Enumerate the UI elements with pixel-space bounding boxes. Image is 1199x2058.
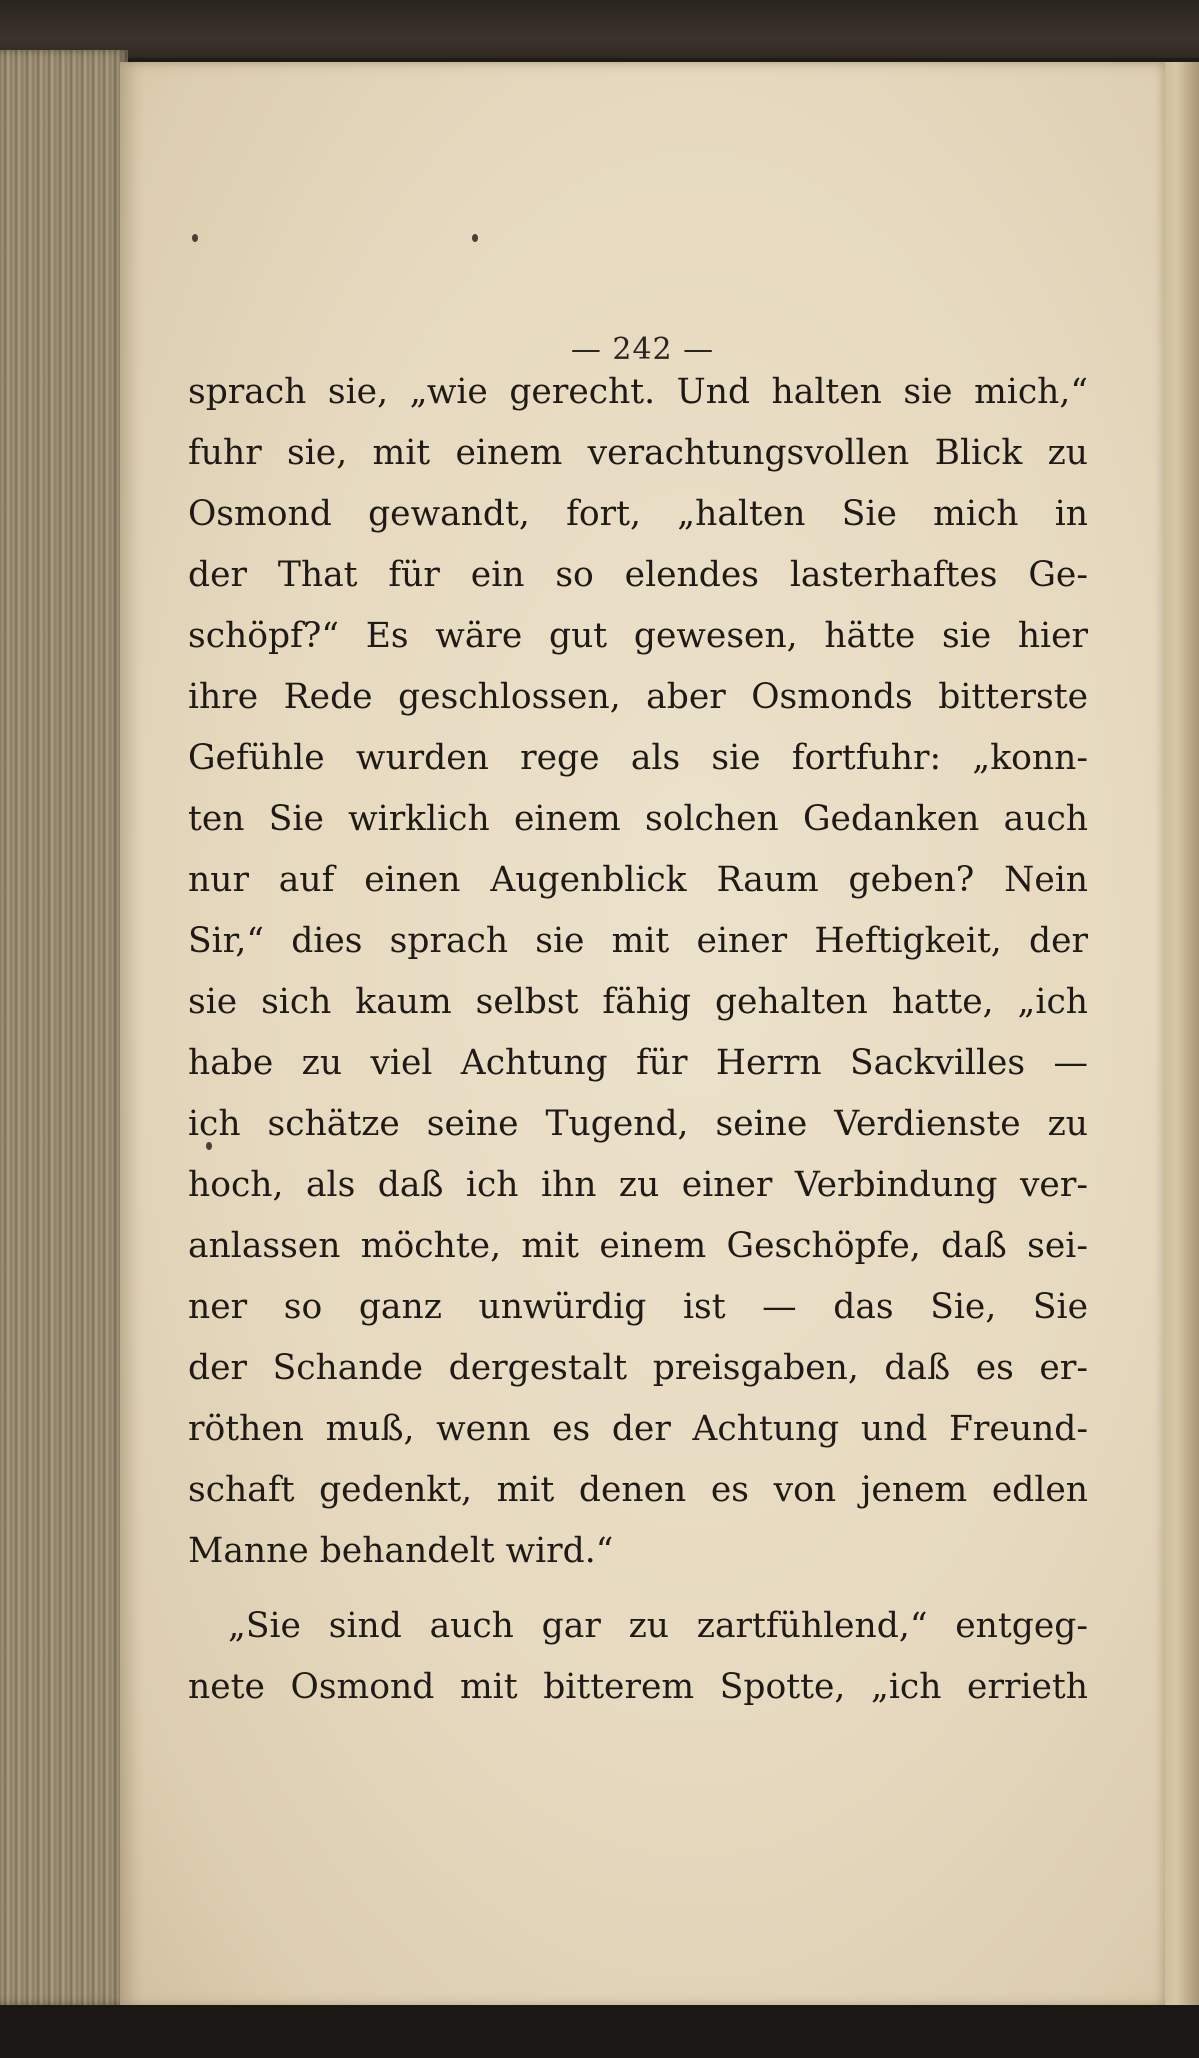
text-line: „Sie sind auch gar zu zartfühlend,“ entgeg- [228, 1606, 1088, 1646]
text-line: ich schätze seine Tugend, seine Verdienste zu [188, 1104, 1088, 1144]
page-number: — 242 — [570, 332, 715, 367]
text-line: ihre Rede geschlossen, aber Osmonds bitterste [188, 677, 1088, 717]
text-line: der Schande dergestalt preisgaben, daß es er- [188, 1348, 1088, 1388]
paragraph-1 [188, 362, 1088, 1582]
ink-speck [472, 234, 478, 242]
text-line: ner so ganz unwürdig ist — das Sie, Sie [188, 1287, 1088, 1327]
book-cover-bottom [0, 2005, 1199, 2058]
text-line: hoch, als daß ich ihn zu einer Verbindung ver- [188, 1165, 1088, 1205]
text-line: schöpf?“ Es wäre gut gewesen, hätte sie hier [188, 616, 1088, 656]
book-cover-top [0, 0, 1199, 58]
paragraph-gap [188, 1582, 1088, 1596]
text-line: anlassen möchte, mit einem Geschöpfe, daß sei- [188, 1226, 1088, 1266]
text-line: sie sich kaum selbst fähig gehalten hatte, „ich [188, 982, 1088, 1022]
body-text [188, 362, 1088, 1718]
paragraph-2 [188, 1596, 1088, 1718]
page-edges-left [0, 50, 128, 2005]
text-line: fuhr sie, mit einem verachtungsvollen Blick zu [188, 433, 1088, 473]
text-line: röthen muß, wenn es der Achtung und Freund- [188, 1409, 1088, 1449]
text-line: schaft gedenkt, mit denen es von jenem edlen [188, 1470, 1088, 1510]
text-line: nete Osmond mit bitterem Spotte, „ich errieth [188, 1667, 1088, 1707]
text-line: Sir,“ dies sprach sie mit einer Heftigkeit, der [188, 921, 1088, 961]
text-line: der That für ein so elendes lasterhaftes Ge- [188, 555, 1088, 595]
text-line: sprach sie, „wie gerecht. Und halten sie mich,“ [188, 372, 1088, 412]
text-line: nur auf einen Augenblick Raum geben? Nein [188, 860, 1088, 900]
text-line: Osmond gewandt, fort, „halten Sie mich in [188, 494, 1088, 534]
facing-page-edge [1160, 62, 1199, 2012]
text-line: Gefühle wurden rege als sie fortfuhr: „konn- [188, 738, 1088, 778]
ink-speck [192, 234, 198, 242]
text-line: ten Sie wirklich einem solchen Gedanken auch [188, 799, 1088, 839]
text-line: Manne behandelt wird.“ [188, 1531, 614, 1571]
text-line: habe zu viel Achtung für Herrn Sackvilles — [188, 1043, 1088, 1083]
